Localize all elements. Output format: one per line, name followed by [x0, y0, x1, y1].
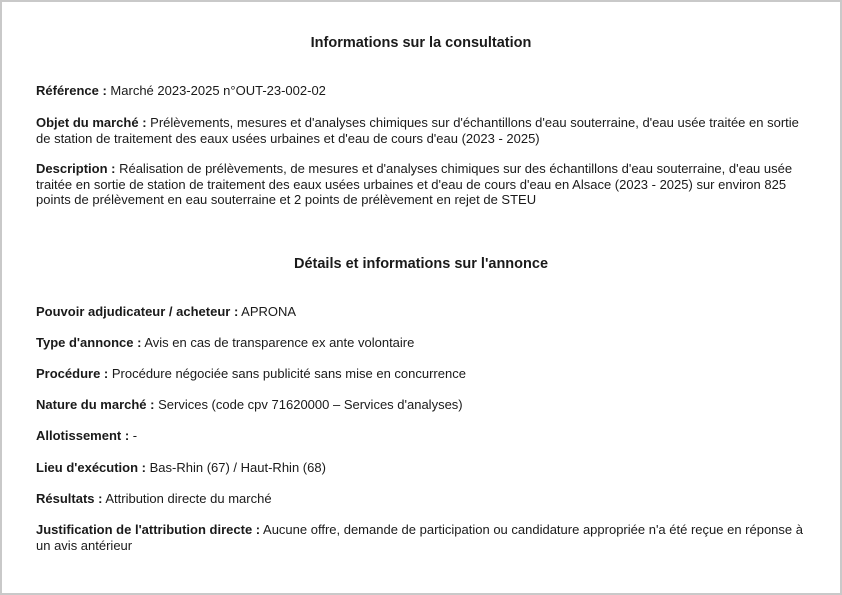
lieu-value: Bas-Rhin (67) / Haut-Rhin (68): [146, 460, 326, 475]
reference-label: Référence :: [36, 83, 107, 98]
resultats-row: [36, 491, 810, 507]
description-value: Réalisation de prélèvements, de mesures et d'analyses chimiques sur des échantillons d'eau souterraine, d'eau usée traitée en sortie de station de traitement des eaux usées urbaines et d'eau de cours d'eau en Alsace (2023 - 2025) sur environ 825 points de prélèvement en eau souterraine et 2 points de prélèvement en rejet de STEU: [36, 161, 793, 207]
type-annonce-value: Avis en cas de transparence ex ante volontaire: [141, 335, 415, 350]
resultats-value: Attribution directe du marché: [102, 491, 272, 506]
reference-row: [36, 83, 810, 99]
resultats-label: Résultats :: [36, 491, 103, 506]
nature-label: Nature du marché :: [36, 397, 155, 412]
lieu-row: [36, 460, 810, 476]
objet-row: [36, 115, 810, 146]
justification-value: Aucune offre, demande de participation ou candidature appropriée n'a été reçue en réponse à un avis antérieur: [36, 522, 803, 553]
nature-value: Services (code cpv 71620000 – Services d'analyses): [154, 397, 463, 412]
procedure-row: [36, 366, 810, 382]
type-annonce-row: [36, 335, 810, 351]
procedure-value: Procédure négociée sans publicité sans mise en concurrence: [108, 366, 466, 381]
allotissement-label: Allotissement :: [36, 428, 130, 443]
consultation-title: Informations sur la consultation: [310, 35, 532, 51]
annonce-title: Détails et informations sur l'annonce: [293, 256, 549, 272]
justification-label: Justification de l'attribution directe :: [36, 522, 261, 537]
allotissement-row: [36, 428, 810, 444]
description-label: Description :: [36, 161, 116, 176]
justification-row: [36, 522, 810, 553]
nature-row: [36, 397, 810, 413]
procedure-label: Procédure :: [36, 366, 109, 381]
type-annonce-label: Type d'annonce :: [36, 335, 142, 350]
reference-value: Marché 2023-2025 n°OUT-23-002-02: [106, 83, 326, 98]
pouvoir-value: APRONA: [238, 304, 297, 319]
pouvoir-row: [36, 304, 810, 320]
description-row: [36, 161, 810, 208]
objet-value: Prélèvements, mesures et d'analyses chimiques sur d'échantillons d'eau souterraine, d'eau usée traitée en sortie de station de traitement des eaux usées urbaines et d'eau de cours d'eau (2023 - 2025): [36, 115, 799, 146]
pouvoir-label: Pouvoir adjudicateur / acheteur :: [36, 304, 239, 319]
objet-label: Objet du marché :: [36, 115, 147, 130]
lieu-label: Lieu d'exécution :: [36, 460, 146, 475]
allotissement-value: -: [129, 428, 138, 443]
